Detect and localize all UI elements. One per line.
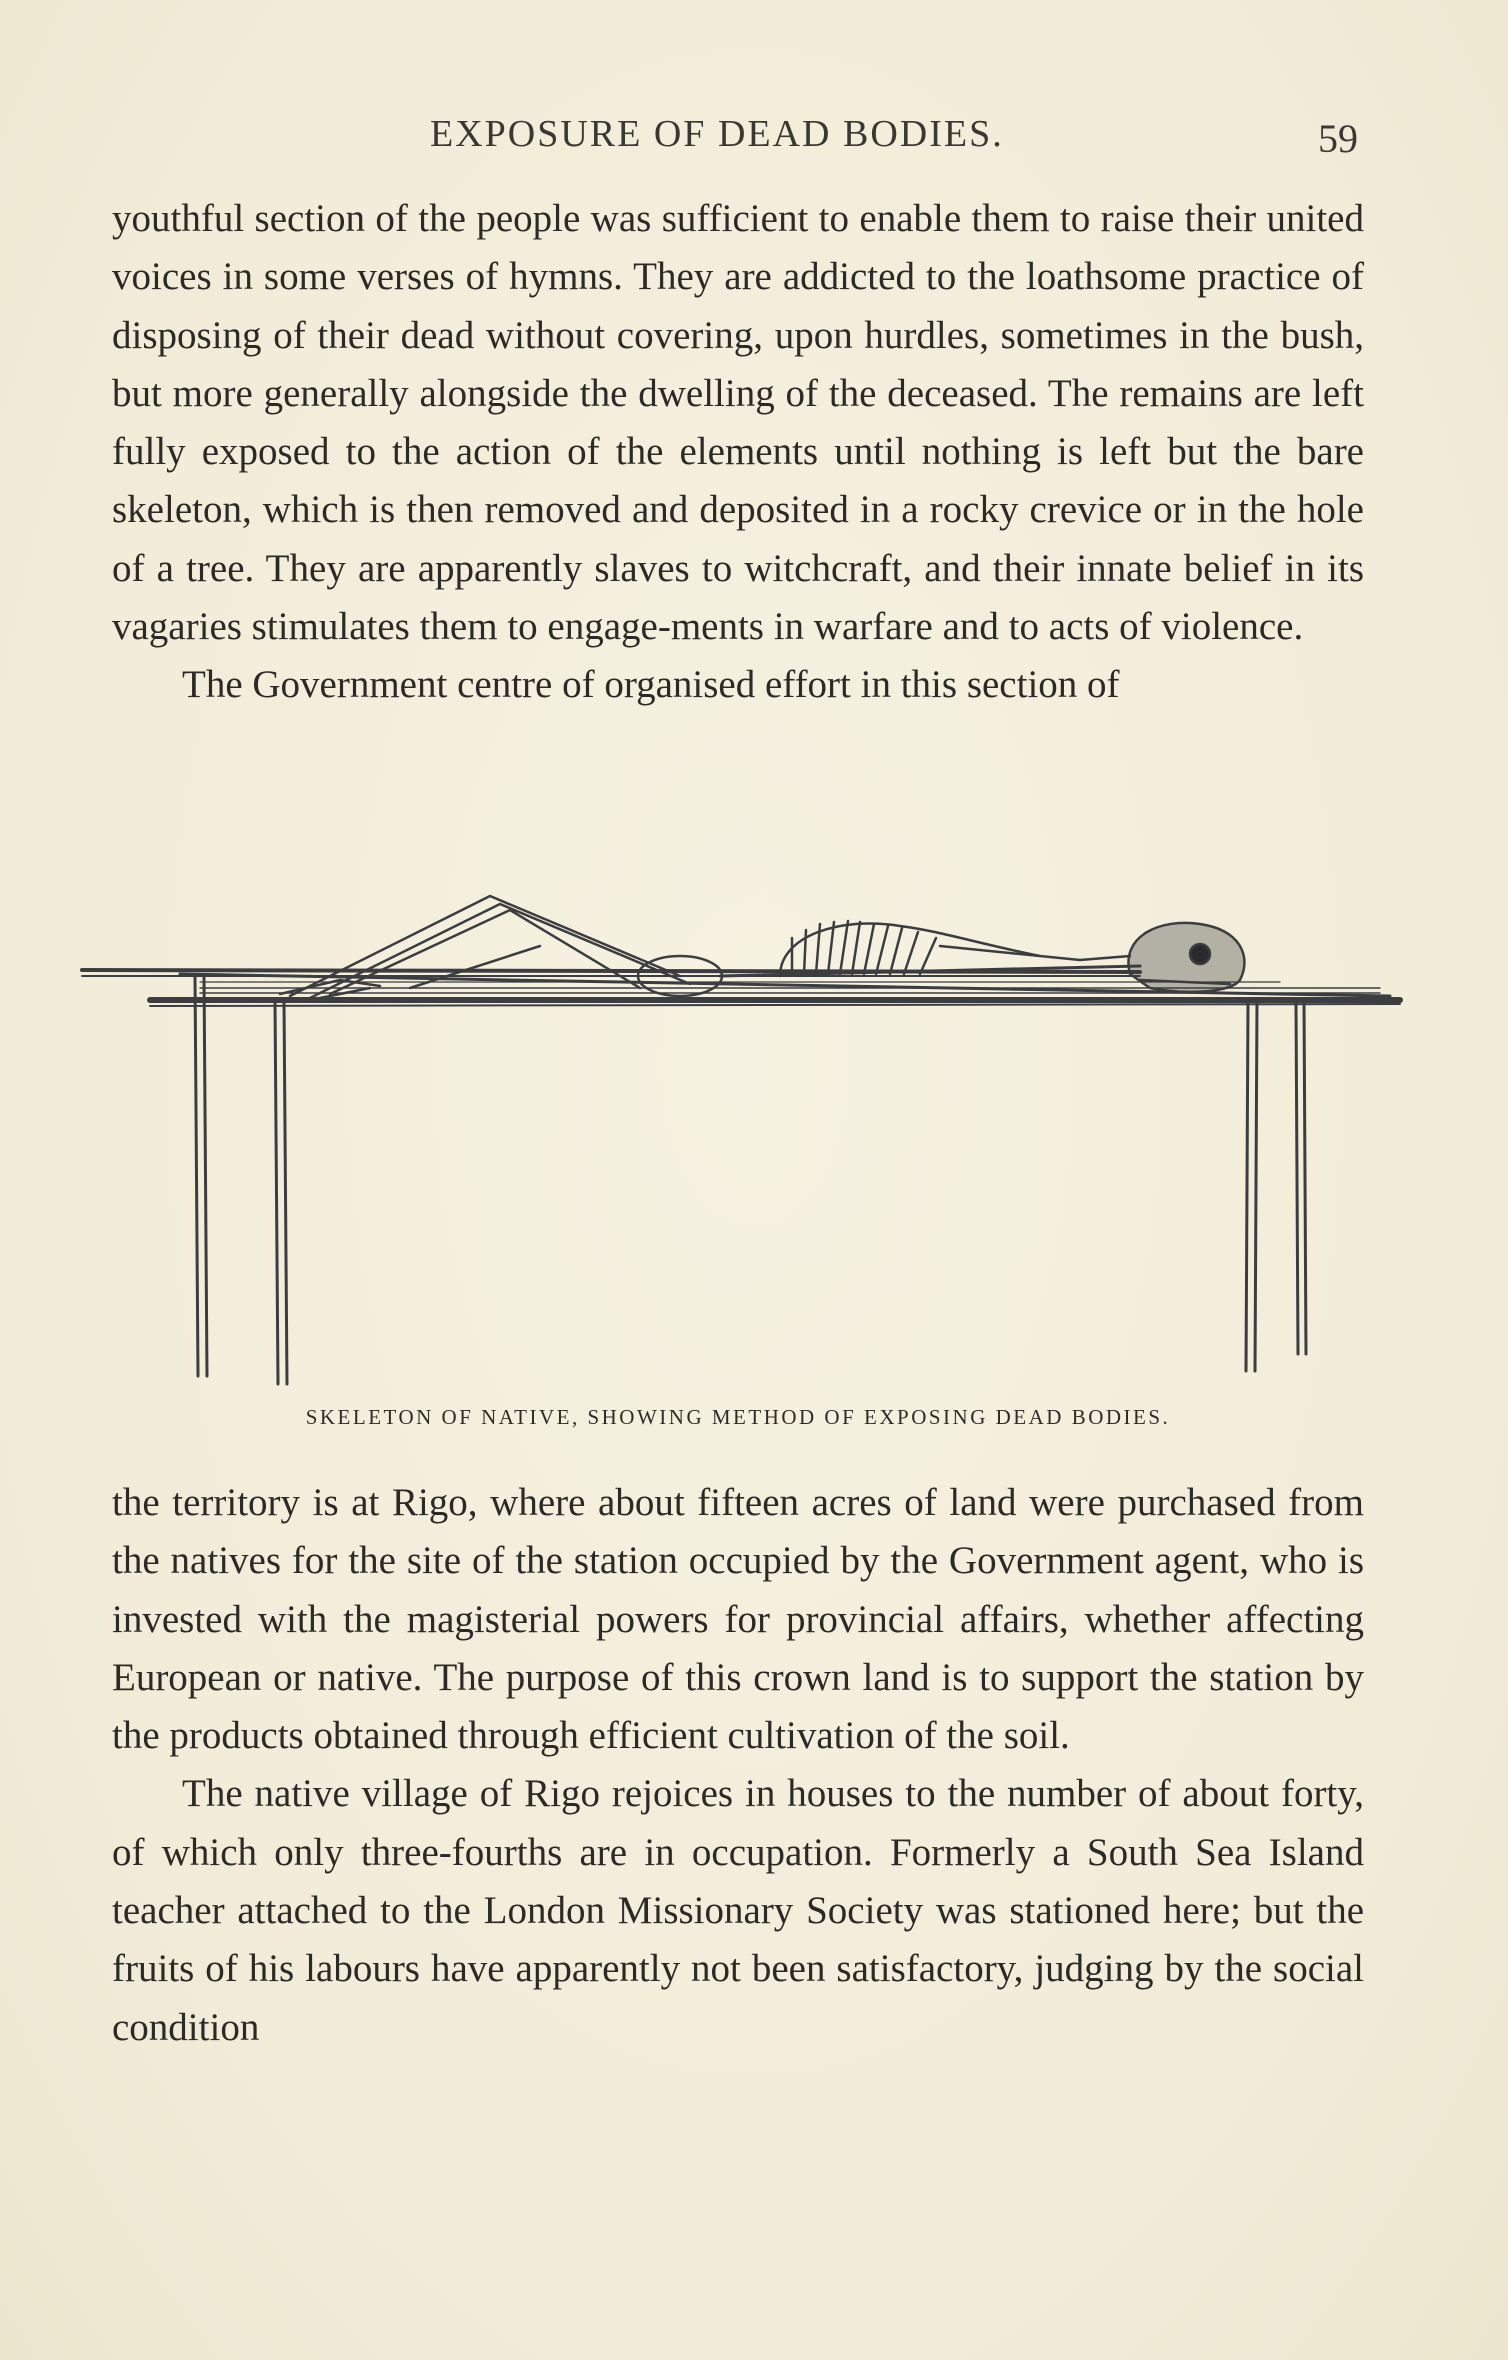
paragraph-2-continued: the territory is at Rigo, where about fifteen acres of land were purchased from the natives for the site of the station occupied by the Government agent, who is invested with the magisterial powers for provincial affairs, whether affecting European or native. The purpose of this crown land is to support the station by the products obtained through efficient cultivation of the soil. xyxy=(112,1481,1364,1758)
page-number: 59 xyxy=(1318,116,1358,161)
upper-text-block xyxy=(112,190,1364,715)
paragraph-1: youthful section of the people was sufficient to enable them to raise their united voices in some verses of hymns. They are addicted to the loathsome practice of disposing of their dead without covering, upon hurdles, sometimes in the bush, but more generally alongside the dwelling of the deceased. The remains are left fully exposed to the action of the elements until nothing is left but the bare skeleton, which is then removed and deposited in a rocky crevice or in the hole of a tree. They are apparently slaves to witchcraft, and their innate belief in its vagaries stimulates them to engage-ments in warfare and to acts of violence. xyxy=(112,197,1364,649)
running-head: EXPOSURE OF DEAD BODIES. xyxy=(430,113,1004,155)
paragraph-2-start: The Government centre of organised effort in this section of xyxy=(182,663,1120,707)
skeleton-on-hurdle-illustration xyxy=(80,876,1410,1396)
hurdle-legs xyxy=(195,976,1306,1384)
skull xyxy=(1128,923,1244,992)
lower-text-block xyxy=(112,1474,1364,2057)
paragraph-3: The native village of Rigo rejoices in houses to the number of about forty, of which only three-fourths are in occupation. Formerly a South Sea Island teacher attached to the London Missionary Society was stationed here; but the fruits of his labours have apparently not been satisfactory, judging by the social condition xyxy=(112,1772,1364,2049)
figure-caption: SKELETON OF NATIVE, SHOWING METHOD OF EXPOSING DEAD BODIES. xyxy=(305,1405,1171,1429)
